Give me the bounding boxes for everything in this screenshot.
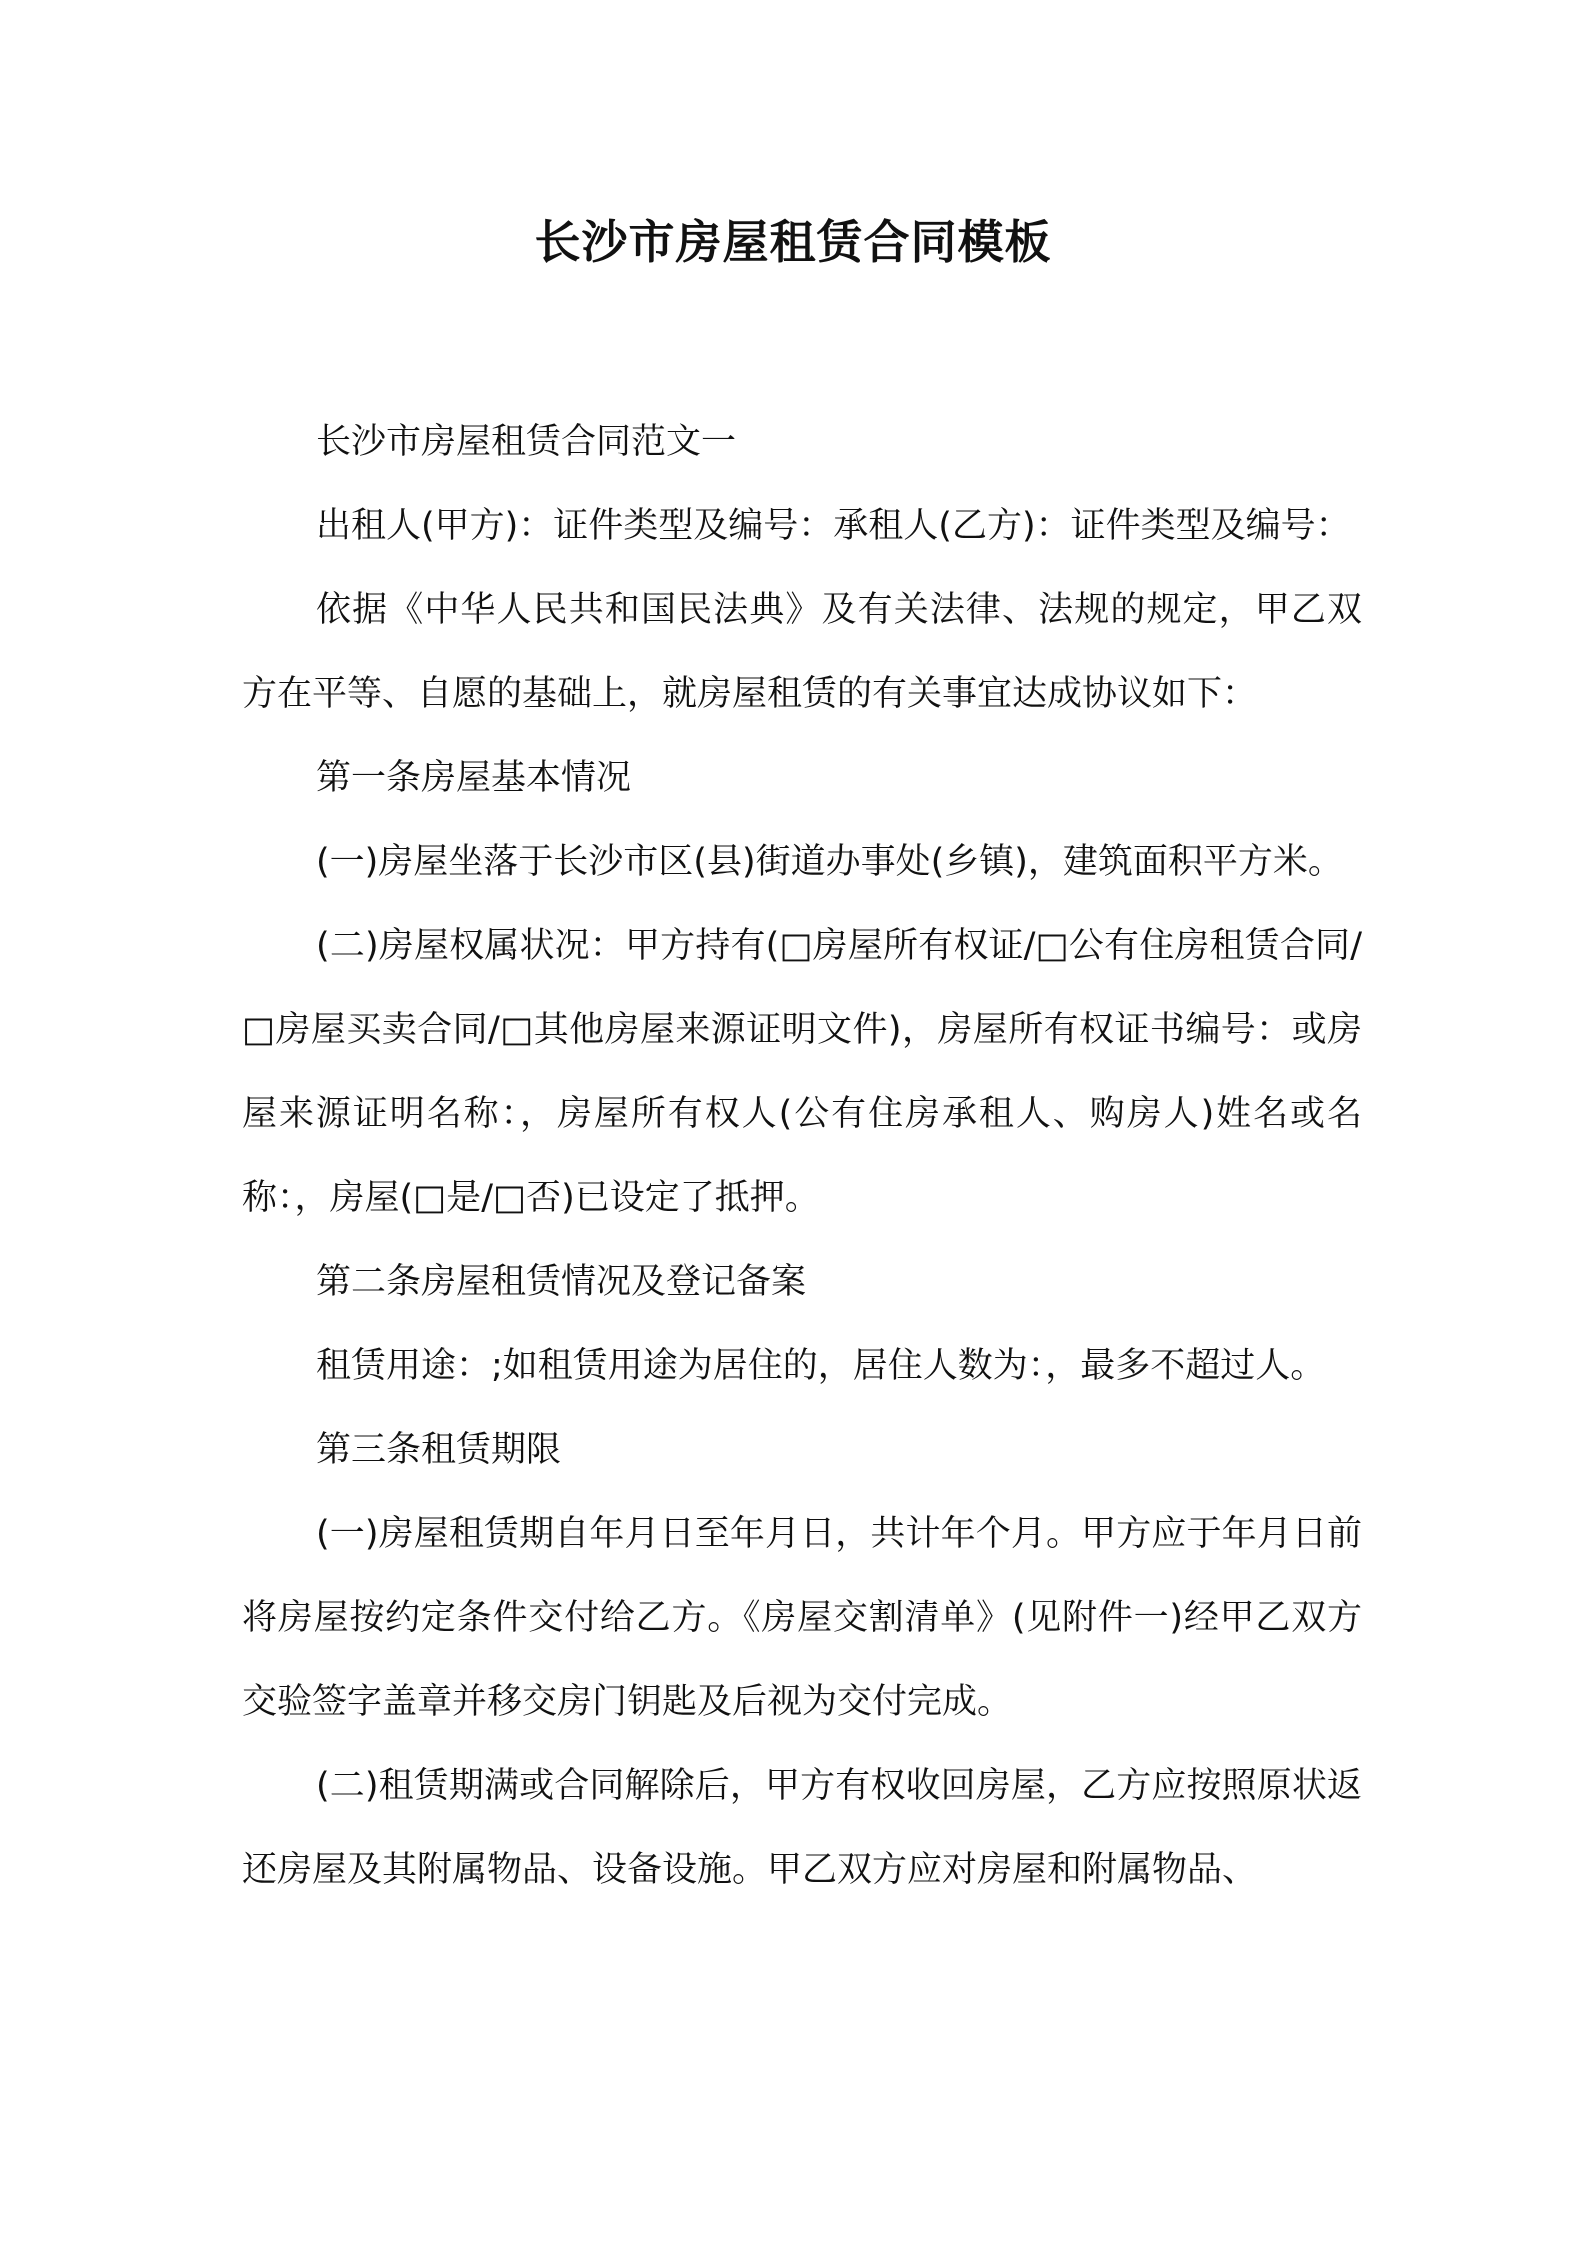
article-3-heading: 第三条租赁期限 [316, 1430, 562, 1470]
article-1-heading: 第一条房屋基本情况 [316, 758, 632, 798]
paragraph-property-ownership: (二)房屋权属状况：甲方持有(□房屋所有权证/□公有住房租赁合同/□房屋买卖合同/□其他房屋来源证明文件)，房屋所有权证书编号：或房屋来源证明名称：，房屋所有权人(公有住房承租人、购房人)姓名或名称：，房屋(□是/□否)已设定了抵押。 [242, 926, 1362, 1218]
paragraph-legal-basis: 依据《中华人民共和国民法典》及有关法律、法规的规定，甲乙双方在平等、自愿的基础上，就房屋租赁的有关事宜达成协议如下： [242, 590, 1362, 714]
paragraph-template-heading: 长沙市房屋租赁合同范文一 [316, 422, 737, 462]
document-title: 长沙市房屋租赁合同模板 [534, 215, 1052, 269]
document-body [242, 400, 1362, 1912]
paragraph-property-location: (一)房屋坐落于长沙市区(县)街道办事处(乡镇)，建筑面积平方米。 [316, 842, 1343, 882]
article-2-heading: 第二条房屋租赁情况及登记备案 [316, 1262, 807, 1302]
paragraph-lease-use: 租赁用途：;如租赁用途为居住的，居住人数为：，最多不超过人。 [316, 1346, 1326, 1386]
paragraph-lease-period: (一)房屋租赁期自年月日至年月日，共计年个月。甲方应于年月日前将房屋按约定条件交付给乙方。《房屋交割清单》(见附件一)经甲乙双方交验签字盖章并移交房门钥匙及后视为交付完成。 [242, 1514, 1362, 1722]
paragraph-parties: 出租人(甲方)：证件类型及编号：承租人(乙方)：证件类型及编号： [316, 506, 1351, 546]
paragraph-lease-expiry: (二)租赁期满或合同解除后，甲方有权收回房屋，乙方应按照原状返还房屋及其附属物品、设备设施。甲乙双方应对房屋和附属物品、 [242, 1766, 1362, 1890]
